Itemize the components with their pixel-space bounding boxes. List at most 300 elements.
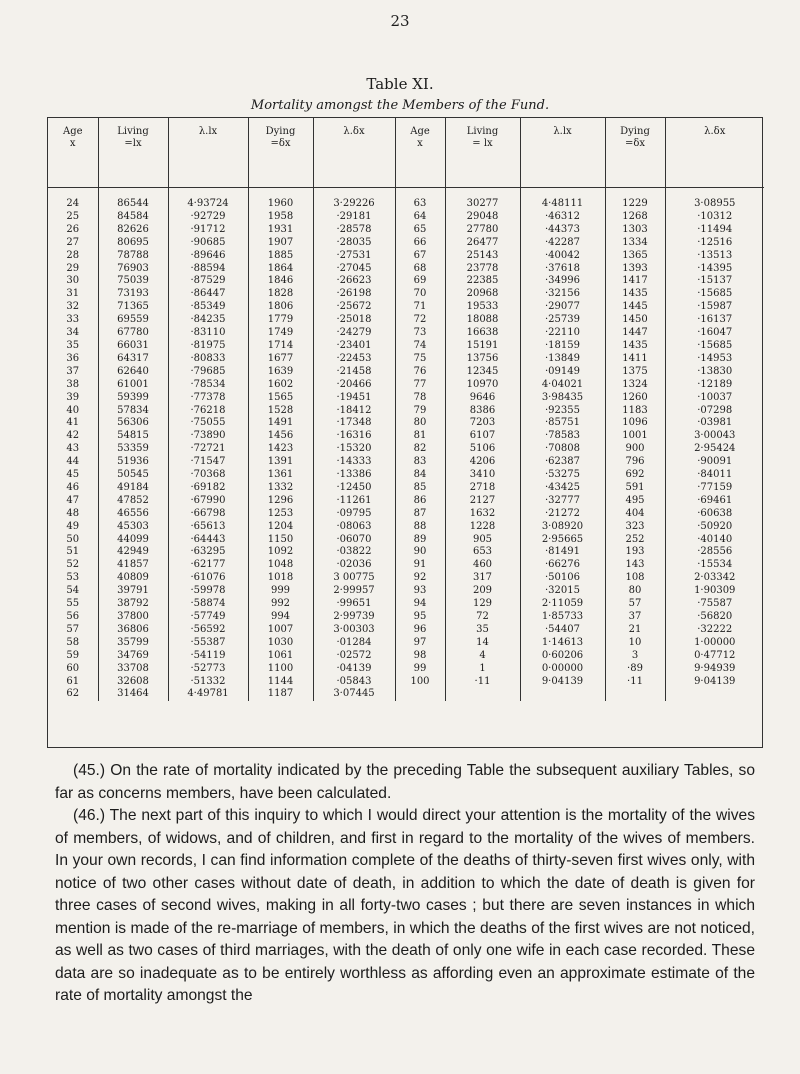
table-cell: 0·47712 xyxy=(694,649,736,661)
table-cell: ·44373 xyxy=(520,224,605,237)
table-cell: 84 xyxy=(395,469,445,482)
table-cell: 994 xyxy=(248,611,313,624)
table-cell: 1528 xyxy=(248,405,313,418)
table-cell: 992 xyxy=(248,598,313,611)
table-cell: ·87529 xyxy=(168,275,248,288)
table-cell: ·42287 xyxy=(520,237,605,250)
table-cell: 1958 xyxy=(248,211,313,224)
table-cell: 64317 xyxy=(98,353,168,366)
table-row xyxy=(48,392,764,405)
table-cell: 80 xyxy=(605,585,665,598)
table-cell: ·60638 xyxy=(697,507,733,519)
table-row xyxy=(48,188,764,211)
table-cell: 1150 xyxy=(248,534,313,547)
table-cell: 692 xyxy=(605,469,665,482)
table-row xyxy=(48,366,764,379)
table-cell: 93 xyxy=(395,585,445,598)
table-cell: ·28556 xyxy=(697,546,733,558)
table-cell: ·76218 xyxy=(168,405,248,418)
table-cell: 1228 xyxy=(445,521,520,534)
table-cell: ·92355 xyxy=(520,405,605,418)
table-row xyxy=(48,456,764,469)
table-cell: 39 xyxy=(48,392,98,405)
table-cell: 9·04139 xyxy=(520,676,605,689)
table-cell: ·16137 xyxy=(697,314,733,326)
table-cell: 32608 xyxy=(98,676,168,689)
table-cell: 2·99957 xyxy=(313,585,395,598)
table-cell: ·70808 xyxy=(520,443,605,456)
table-cell: ·32156 xyxy=(520,288,605,301)
table-cell: 1423 xyxy=(248,443,313,456)
table-row xyxy=(48,405,764,418)
table-cell: 4·04021 xyxy=(520,379,605,392)
table-row xyxy=(48,688,764,701)
table-cell: 27780 xyxy=(445,224,520,237)
table-cell: 209 xyxy=(445,585,520,598)
table-cell: 100 xyxy=(395,676,445,689)
table-cell: 2718 xyxy=(445,482,520,495)
table-cell: 460 xyxy=(445,559,520,572)
table-cell: 6107 xyxy=(445,430,520,443)
table-cell: 26477 xyxy=(445,237,520,250)
table-cell: ·16047 xyxy=(697,327,733,339)
table-cell: ·32222 xyxy=(697,623,733,635)
table-cell: 51 xyxy=(48,546,98,559)
table-cell: ·62177 xyxy=(168,559,248,572)
table-cell: 70 xyxy=(395,288,445,301)
table-cell: 2·99739 xyxy=(313,611,395,624)
table-cell: 1417 xyxy=(605,275,665,288)
table-cell: 495 xyxy=(605,495,665,508)
table-cell: 999 xyxy=(248,585,313,598)
table-cell: 56 xyxy=(48,611,98,624)
table-cell: ·21458 xyxy=(313,366,395,379)
table-cell: ·81491 xyxy=(520,546,605,559)
table-cell: 86 xyxy=(395,495,445,508)
table-cell: ·50920 xyxy=(697,520,733,532)
table-cell: 1001 xyxy=(605,430,665,443)
table-cell: 1204 xyxy=(248,521,313,534)
table-cell: 86544 xyxy=(98,188,168,211)
table-row xyxy=(48,327,764,340)
table-cell: ·22453 xyxy=(313,353,395,366)
table-cell: 1375 xyxy=(605,366,665,379)
table-cell: ·84011 xyxy=(697,469,733,481)
table-cell: ·10037 xyxy=(697,391,733,403)
table-cell: 143 xyxy=(605,559,665,572)
table-cell: 1061 xyxy=(248,650,313,663)
table-cell: 1260 xyxy=(605,392,665,405)
table-cell: 61 xyxy=(48,676,98,689)
table-cell: ·14395 xyxy=(697,262,733,274)
table-row xyxy=(48,288,764,301)
table-cell: ·10312 xyxy=(697,210,733,222)
table-row xyxy=(48,598,764,611)
table-cell: 38 xyxy=(48,379,98,392)
table-row xyxy=(48,508,764,521)
table-cell: 7203 xyxy=(445,417,520,430)
table-cell: 3·08955 xyxy=(694,198,736,209)
table-cell: ·11494 xyxy=(697,223,733,235)
table-cell: 1229 xyxy=(605,188,665,211)
table-cell: ·13830 xyxy=(697,365,733,377)
table-cell: 64 xyxy=(395,211,445,224)
table-cell: ·40140 xyxy=(697,533,733,545)
table-cell: 71365 xyxy=(98,301,168,314)
table-cell: 42949 xyxy=(98,546,168,559)
table-cell: 1491 xyxy=(248,417,313,430)
table-cell: ·29181 xyxy=(313,211,395,224)
table-cell: ·21272 xyxy=(520,508,605,521)
table-cell: ·67990 xyxy=(168,495,248,508)
table-cell: 26 xyxy=(48,224,98,237)
table-cell: ·02572 xyxy=(313,650,395,663)
table-cell: 1931 xyxy=(248,224,313,237)
table-cell: 59399 xyxy=(98,392,168,405)
table-cell: 9·94939 xyxy=(694,662,736,674)
table-cell: 54 xyxy=(48,585,98,598)
table-cell: ·55387 xyxy=(168,637,248,650)
table-row xyxy=(48,250,764,263)
table-cell: 87 xyxy=(395,508,445,521)
page-number: 23 xyxy=(390,12,410,30)
table-cell: 1639 xyxy=(248,366,313,379)
table-cell: 1960 xyxy=(248,188,313,211)
table-cell: ·05843 xyxy=(313,676,395,689)
table-cell: ·13513 xyxy=(697,249,733,261)
table-cell: 1806 xyxy=(248,301,313,314)
table-row xyxy=(48,495,764,508)
table-cell: 31464 xyxy=(98,688,168,701)
table-cell: 41857 xyxy=(98,559,168,572)
table-cell: ·08063 xyxy=(313,521,395,534)
table-cell: 0·00000 xyxy=(520,663,605,676)
table-cell: 1450 xyxy=(605,314,665,327)
table-cell: ·18412 xyxy=(313,405,395,418)
table-cell: 10970 xyxy=(445,379,520,392)
table-cell: 56306 xyxy=(98,417,168,430)
table-cell: 49184 xyxy=(98,482,168,495)
table-cell: 4 xyxy=(445,650,520,663)
table-cell: 41 xyxy=(48,417,98,430)
table-cell: 3·98435 xyxy=(520,392,605,405)
table-cell: ·84235 xyxy=(168,314,248,327)
table-cell: ·02036 xyxy=(313,559,395,572)
table-cell: 35 xyxy=(48,340,98,353)
table-cell: 905 xyxy=(445,534,520,547)
table-row xyxy=(48,314,764,327)
table-cell: 1677 xyxy=(248,353,313,366)
column-header: Living = lx xyxy=(445,118,520,188)
table-cell: 1332 xyxy=(248,482,313,495)
table-cell: 3·08920 xyxy=(520,521,605,534)
table-cell: 1885 xyxy=(248,250,313,263)
table-cell: ·83110 xyxy=(168,327,248,340)
table-cell: 60 xyxy=(48,663,98,676)
table-cell: ·32015 xyxy=(520,585,605,598)
table-cell: 1·14613 xyxy=(520,637,605,650)
table-cell: 25 xyxy=(48,211,98,224)
table-row xyxy=(48,379,764,392)
table-cell: 42 xyxy=(48,430,98,443)
table-cell: ·79685 xyxy=(168,366,248,379)
table-cell: 1411 xyxy=(605,353,665,366)
table-cell: 71 xyxy=(395,301,445,314)
table-cell: ·17348 xyxy=(313,417,395,430)
table-cell: 19533 xyxy=(445,301,520,314)
table-cell: 2·11059 xyxy=(520,598,605,611)
table-cell: 1296 xyxy=(248,495,313,508)
table-cell: ·09795 xyxy=(313,508,395,521)
table-row xyxy=(48,546,764,559)
table-cell: 74 xyxy=(395,340,445,353)
table-cell: 57 xyxy=(605,598,665,611)
table-cell: 1393 xyxy=(605,263,665,276)
table-cell: ·69461 xyxy=(697,494,733,506)
table-cell: 88 xyxy=(395,521,445,534)
table-cell: 66 xyxy=(395,237,445,250)
table-cell: ·90685 xyxy=(168,237,248,250)
table-cell: 48 xyxy=(48,508,98,521)
table-cell: ·25739 xyxy=(520,314,605,327)
table-cell: 2·95424 xyxy=(694,443,736,455)
table-cell: 1714 xyxy=(248,340,313,353)
table-cell: ·46312 xyxy=(520,211,605,224)
table-cell: 29048 xyxy=(445,211,520,224)
table-cell: ·99651 xyxy=(313,598,395,611)
table-cell: 90 xyxy=(395,546,445,559)
table-cell: ·34996 xyxy=(520,275,605,288)
table-cell: 44099 xyxy=(98,534,168,547)
table-cell: ·13386 xyxy=(313,469,395,482)
table-cell: 89 xyxy=(395,534,445,547)
table-cell: ·66276 xyxy=(520,559,605,572)
table-cell: 4206 xyxy=(445,456,520,469)
column-header: Age x xyxy=(395,118,445,188)
table-cell: 22385 xyxy=(445,275,520,288)
table-cell xyxy=(395,688,445,701)
table-cell: 30277 xyxy=(445,188,520,211)
table-cell: 84584 xyxy=(98,211,168,224)
table-cell: 35 xyxy=(445,624,520,637)
column-header: λ.lx xyxy=(520,118,605,188)
table-cell: ·13849 xyxy=(520,353,605,366)
table-cell: 10 xyxy=(605,637,665,650)
table-cell: 37 xyxy=(605,611,665,624)
table-cell: 8386 xyxy=(445,405,520,418)
table-cell: 1·90309 xyxy=(694,585,736,597)
table-cell: 16638 xyxy=(445,327,520,340)
table-cell: ·15137 xyxy=(697,275,733,287)
table-cell: 98 xyxy=(395,650,445,663)
table-cell: 72 xyxy=(395,314,445,327)
table-cell: ·59978 xyxy=(168,585,248,598)
table-cell: 796 xyxy=(605,456,665,469)
table-cell: 92 xyxy=(395,572,445,585)
table-cell: 57 xyxy=(48,624,98,637)
table-cell: 653 xyxy=(445,546,520,559)
table-cell xyxy=(445,688,520,701)
table-cell: ·11261 xyxy=(313,495,395,508)
table-cell: 1183 xyxy=(605,405,665,418)
mortality-table-frame xyxy=(47,117,763,748)
table-cell: 1447 xyxy=(605,327,665,340)
table-cell: 3410 xyxy=(445,469,520,482)
table-cell: 3·07445 xyxy=(313,688,395,701)
table-cell: 1100 xyxy=(248,663,313,676)
table-cell: 9·04139 xyxy=(694,675,736,687)
table-row xyxy=(48,211,764,224)
table-cell: ·11 xyxy=(605,676,665,689)
table-cell: 97 xyxy=(395,637,445,650)
table-cell: 37800 xyxy=(98,611,168,624)
table-cell: ·86447 xyxy=(168,288,248,301)
table-cell: 95 xyxy=(395,611,445,624)
table-cell: 1303 xyxy=(605,224,665,237)
table-cell: 15191 xyxy=(445,340,520,353)
table-cell: ·14333 xyxy=(313,456,395,469)
table-cell: 24 xyxy=(48,188,98,211)
table-cell: 252 xyxy=(605,534,665,547)
table-cell: 79 xyxy=(395,405,445,418)
table-cell: ·14953 xyxy=(697,352,733,364)
table-cell: ·12189 xyxy=(697,378,733,390)
table-cell: ·62387 xyxy=(520,456,605,469)
table-cell: ·56592 xyxy=(168,624,248,637)
column-header: Dying =δx xyxy=(248,118,313,188)
table-cell: ·52773 xyxy=(168,663,248,676)
table-cell: 69559 xyxy=(98,314,168,327)
table-cell: 3·29226 xyxy=(313,188,395,211)
table-cell: 82 xyxy=(395,443,445,456)
table-cell: 69 xyxy=(395,275,445,288)
table-cell: 12345 xyxy=(445,366,520,379)
table-row xyxy=(48,663,764,676)
table-cell: 28 xyxy=(48,250,98,263)
table-cell: 78 xyxy=(395,392,445,405)
table-cell: 9646 xyxy=(445,392,520,405)
table-cell: 40 xyxy=(48,405,98,418)
table-cell: 193 xyxy=(605,546,665,559)
table-cell: 67 xyxy=(395,250,445,263)
table-cell: ·06070 xyxy=(313,534,395,547)
paragraph-46: (46.) The next part of this inquiry to which I would direct your attention is the mortality of the wives of members, of widows, and of children, and first in regard to the mortality of the wives of members. In your own records, I can find information complete of the deaths of thirty-seven first wives only, with notice of two other cases without date of death, in addition to which the date of death is given for three cases of second wives, making in all forty-two cases ; but there are seven instances in which mention is made of the re-marriage of members, in which the deaths of the first wives are not noticed, as well as two cases of third marriages, with the death of only one wife in each case recorded. These data are so inadequate as to be entirely worthless as affording even an approximate estimate of the rate of mortality amongst the xyxy=(55,807,755,1004)
table-cell: 18088 xyxy=(445,314,520,327)
table-cell: 1907 xyxy=(248,237,313,250)
table-cell: 317 xyxy=(445,572,520,585)
table-cell: ·51332 xyxy=(168,676,248,689)
mortality-table xyxy=(48,118,764,701)
table-body xyxy=(48,188,764,702)
table-cell: 1·00000 xyxy=(694,636,736,648)
table-cell: 81 xyxy=(395,430,445,443)
column-header: Living =lx xyxy=(98,118,168,188)
table-cell: ·28578 xyxy=(313,224,395,237)
table-cell: 5106 xyxy=(445,443,520,456)
table-cell: ·40042 xyxy=(520,250,605,263)
table-cell: 82626 xyxy=(98,224,168,237)
table-cell: 1365 xyxy=(605,250,665,263)
table-row xyxy=(48,263,764,276)
table-cell: 46 xyxy=(48,482,98,495)
table-cell: ·54407 xyxy=(520,624,605,637)
table-cell: 13756 xyxy=(445,353,520,366)
table-cell: 67780 xyxy=(98,327,168,340)
table-cell: ·15320 xyxy=(313,443,395,456)
table-cell: 1268 xyxy=(605,211,665,224)
table-cell: 52 xyxy=(48,559,98,572)
table-cell: 32 xyxy=(48,301,98,314)
table-cell: 50 xyxy=(48,534,98,547)
table-cell: 80 xyxy=(395,417,445,430)
table-cell: ·03981 xyxy=(697,417,733,429)
table-cell: 20968 xyxy=(445,288,520,301)
table-row xyxy=(48,559,764,572)
table-cell: 1456 xyxy=(248,430,313,443)
table-cell: 39791 xyxy=(98,585,168,598)
table-cell: 0·60206 xyxy=(520,650,605,663)
table-row xyxy=(48,275,764,288)
table-cell: 1144 xyxy=(248,676,313,689)
table-cell: 31 xyxy=(48,288,98,301)
table-cell: 73193 xyxy=(98,288,168,301)
table-cell: ·27531 xyxy=(313,250,395,263)
table-cell: 108 xyxy=(605,572,665,585)
table-cell: 33708 xyxy=(98,663,168,676)
table-cell: 77 xyxy=(395,379,445,392)
table-cell: 3 00775 xyxy=(313,572,395,585)
table-cell: 45303 xyxy=(98,521,168,534)
table-cell: ·69182 xyxy=(168,482,248,495)
table-cell: 1030 xyxy=(248,637,313,650)
table-subtitle: Mortality amongst the Members of the Fund. xyxy=(250,98,550,113)
table-cell: 3 xyxy=(605,650,665,663)
table-cell: 2·03342 xyxy=(694,572,736,584)
column-header: λ.δx xyxy=(665,118,764,188)
table-cell: ·81975 xyxy=(168,340,248,353)
table-row xyxy=(48,637,764,650)
table-cell: 62640 xyxy=(98,366,168,379)
table-cell: 36 xyxy=(48,353,98,366)
table-cell: 36806 xyxy=(98,624,168,637)
table-cell: ·28035 xyxy=(313,237,395,250)
table-cell: 78788 xyxy=(98,250,168,263)
table-cell: 30 xyxy=(48,275,98,288)
table-cell: 47 xyxy=(48,495,98,508)
table-cell: 404 xyxy=(605,508,665,521)
table-cell: 1846 xyxy=(248,275,313,288)
table-cell: 59 xyxy=(48,650,98,663)
table-cell: ·26198 xyxy=(313,288,395,301)
table-row xyxy=(48,417,764,430)
table-cell: ·80833 xyxy=(168,353,248,366)
table-cell: 1096 xyxy=(605,417,665,430)
table-row xyxy=(48,482,764,495)
table-cell: 91 xyxy=(395,559,445,572)
table-cell: 3·00043 xyxy=(694,430,736,442)
table-cell: ·54119 xyxy=(168,650,248,663)
table-cell: 63 xyxy=(395,188,445,211)
table-cell: ·15534 xyxy=(697,559,733,571)
table-cell: 4·49781 xyxy=(168,688,248,701)
table-cell: 1048 xyxy=(248,559,313,572)
table-cell: ·75587 xyxy=(697,598,733,610)
table-cell: 75039 xyxy=(98,275,168,288)
table-cell: 75 xyxy=(395,353,445,366)
table-cell: ·22110 xyxy=(520,327,605,340)
table-cell: 2·95665 xyxy=(520,534,605,547)
table-row xyxy=(48,521,764,534)
